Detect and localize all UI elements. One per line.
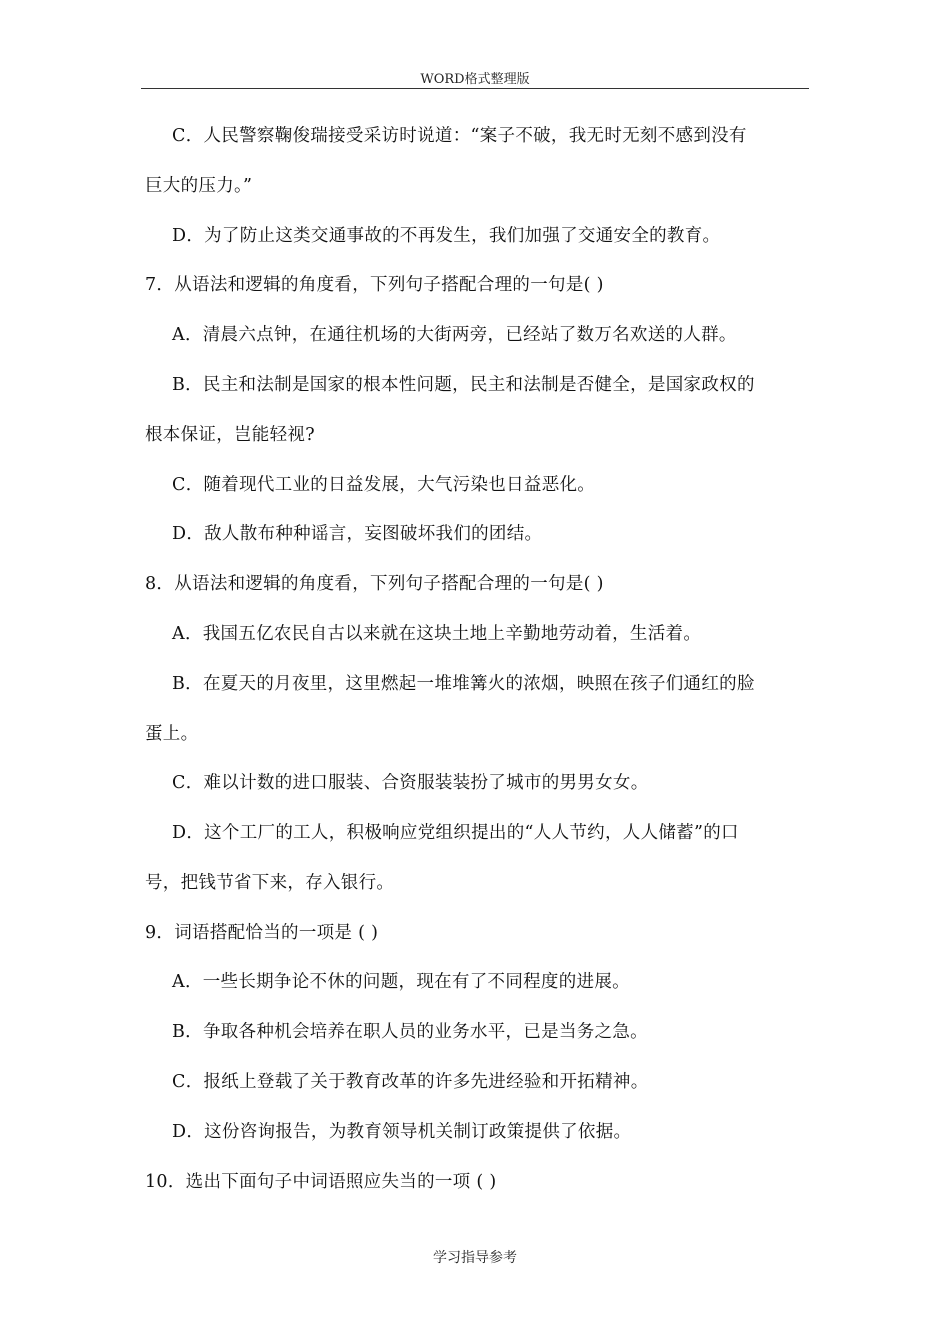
question-line: 8．从语法和逻辑的角度看，下列句子搭配合理的一句是( ) [145,574,604,594]
continuation-line: 号，把钱节省下来，存入银行。 [145,873,395,893]
option-line: B．争取各种机会培养在职人员的业务水平，已是当务之急。 [172,1022,648,1042]
option-line: C．报纸上登载了关于教育改革的许多先进经验和开拓精神。 [172,1072,649,1092]
option-line: D．这个工厂的工人，积极响应党组织提出的“人人节约，人人储蓄”的口 [172,823,739,843]
page-footer: 学习指导参考 [433,1250,517,1266]
option-line: D．敌人散布种种谣言，妄图破坏我们的团结。 [172,524,543,544]
option-line: C．人民警察鞠俊瑞接受采访时说道：“案子不破，我无时无刻不感到没有 [172,126,747,146]
continuation-line: 蛋上。 [145,724,199,744]
option-line: C．难以计数的进口服装、合资服装装扮了城市的男男女女。 [172,773,649,793]
option-line: B．民主和法制是国家的根本性问题，民主和法制是否健全，是国家政权的 [172,375,755,395]
question-line: 9．词语搭配恰当的一项是 ( ) [145,923,379,943]
page-header: WORD格式整理版 [420,72,530,87]
question-line: 10．选出下面句子中词语照应失当的一项 ( ) [145,1172,497,1192]
option-line: A．清晨六点钟，在通往机场的大街两旁，已经站了数万名欢送的人群。 [172,325,737,345]
header-divider [141,88,809,89]
option-line: B．在夏天的月夜里，这里燃起一堆堆篝火的浓烟，映照在孩子们通红的脸 [172,674,755,694]
option-line: D．这份咨询报告，为教育领导机关制订政策提供了依据。 [172,1122,632,1142]
question-line: 7．从语法和逻辑的角度看，下列句子搭配合理的一句是( ) [145,275,604,295]
continuation-line: 根本保证，岂能轻视? [145,425,315,445]
option-line: A．一些长期争论不休的问题，现在有了不同程度的进展。 [172,972,630,992]
continuation-line: 巨大的压力。” [145,176,253,196]
option-line: C．随着现代工业的日益发展，大气污染也日益恶化。 [172,475,596,495]
option-line: A．我国五亿农民自古以来就在这块土地上辛勤地劳动着，生活着。 [172,624,702,644]
option-line: D．为了防止这类交通事故的不再发生，我们加强了交通安全的教育。 [172,226,721,246]
